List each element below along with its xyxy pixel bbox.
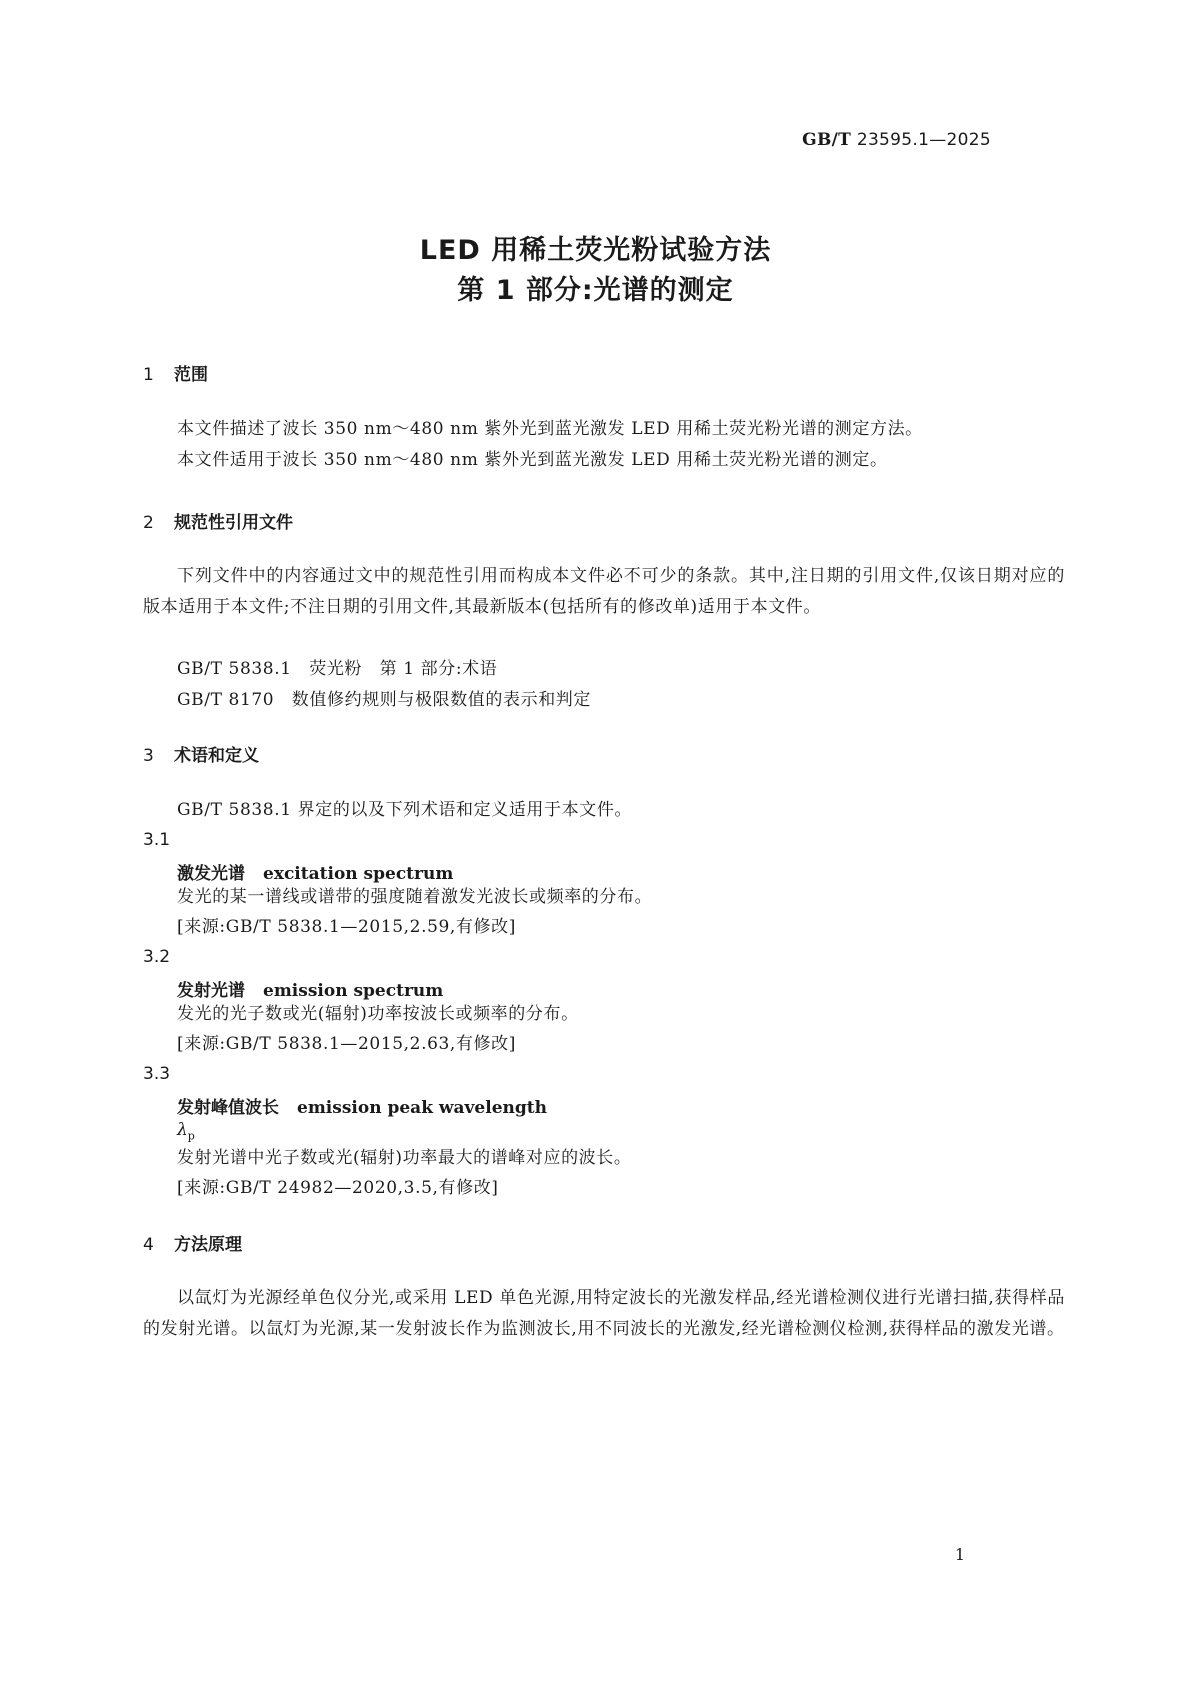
term-number: 3.3 [143, 1064, 171, 1084]
term-en: emission spectrum [263, 981, 444, 1001]
term-source: [来源:GB/T 5838.1—2015,2.63,有修改] [177, 1034, 516, 1054]
section-number: 2 [143, 513, 154, 533]
term-zh: 激发光谱 [177, 864, 245, 884]
section-title: 范围 [174, 365, 208, 385]
page-number: 1 [954, 1545, 965, 1564]
symbol-lambda: λ [177, 1120, 188, 1140]
section-title: 方法原理 [174, 1235, 242, 1255]
section-heading-scope [143, 360, 208, 385]
term-definition: 发射光谱中光子数或光(辐射)功率最大的谱峰对应的波长。 [177, 1148, 632, 1168]
paragraph: 本文件描述了波长 350 nm～480 nm 紫外光到蓝光激发 LED 用稀土荧光粉光谱的测定方法。 [177, 419, 923, 439]
section-number: 1 [143, 365, 154, 385]
term-entry [177, 859, 453, 884]
term-en: excitation spectrum [263, 864, 454, 884]
term-definition: 发光的光子数或光(辐射)功率按波长或频率的分布。 [177, 1004, 579, 1024]
reference-item: GB/T 8170 数值修约规则与极限数值的表示和判定 [177, 690, 592, 710]
term-number: 3.1 [143, 830, 171, 850]
paragraph: 本文件适用于波长 350 nm～480 nm 紫外光到蓝光激发 LED 用稀土荧光粉光谱的测定。 [177, 450, 888, 470]
term-en: emission peak wavelength [297, 1098, 547, 1118]
section-heading-principle [143, 1230, 242, 1255]
paragraph: 下列文件中的内容通过文中的规范性引用而构成本文件必不可少的条款。其中,注日期的引用文件,仅该日期对应的版本适用于本文件;不注日期的引用文件,其最新版本(包括所有的修改单)适用于本文件。 [143, 566, 1065, 617]
term-source: [来源:GB/T 5838.1—2015,2.59,有修改] [177, 917, 516, 937]
standard-prefix: GB/T [802, 130, 852, 150]
term-entry [177, 976, 443, 1001]
term-zh: 发射峰值波长 [177, 1098, 279, 1118]
term-zh: 发射光谱 [177, 981, 245, 1001]
section-number: 4 [143, 1235, 154, 1255]
term-number: 3.2 [143, 947, 171, 967]
document-subtitle: 第 1 部分:光谱的测定 [457, 275, 734, 306]
section-title: 术语和定义 [174, 746, 259, 766]
section-title: 规范性引用文件 [174, 513, 293, 533]
standard-number: 23595.1—2025 [856, 130, 991, 150]
term-entry [177, 1093, 547, 1118]
standard-code [802, 130, 991, 150]
reference-item: GB/T 5838.1 荧光粉 第 1 部分:术语 [177, 659, 498, 679]
paragraph: 以氙灯为光源经单色仪分光,或采用 LED 单色光源,用特定波长的光激发样品,经光谱检测仪进行光谱扫描,获得样品的发射光谱。以氙灯为光源,某一发射波长作为监测波长,用不同波长的光激发,经光谱检测仪检测,获得样品的激发光谱。 [143, 1288, 1065, 1339]
term-source: [来源:GB/T 24982—2020,3.5,有修改] [177, 1178, 499, 1198]
symbol-subscript: p [187, 1129, 195, 1143]
term-definition: 发光的某一谱线或谱带的强度随着激发光波长或频率的分布。 [177, 887, 653, 907]
term-symbol [177, 1120, 195, 1142]
section-number: 3 [143, 746, 154, 766]
paragraph: GB/T 5838.1 界定的以及下列术语和定义适用于本文件。 [177, 800, 633, 820]
section-heading-normative-references [143, 508, 293, 533]
document-title: LED 用稀土荧光粉试验方法 [419, 235, 772, 266]
section-heading-terms [143, 741, 259, 766]
